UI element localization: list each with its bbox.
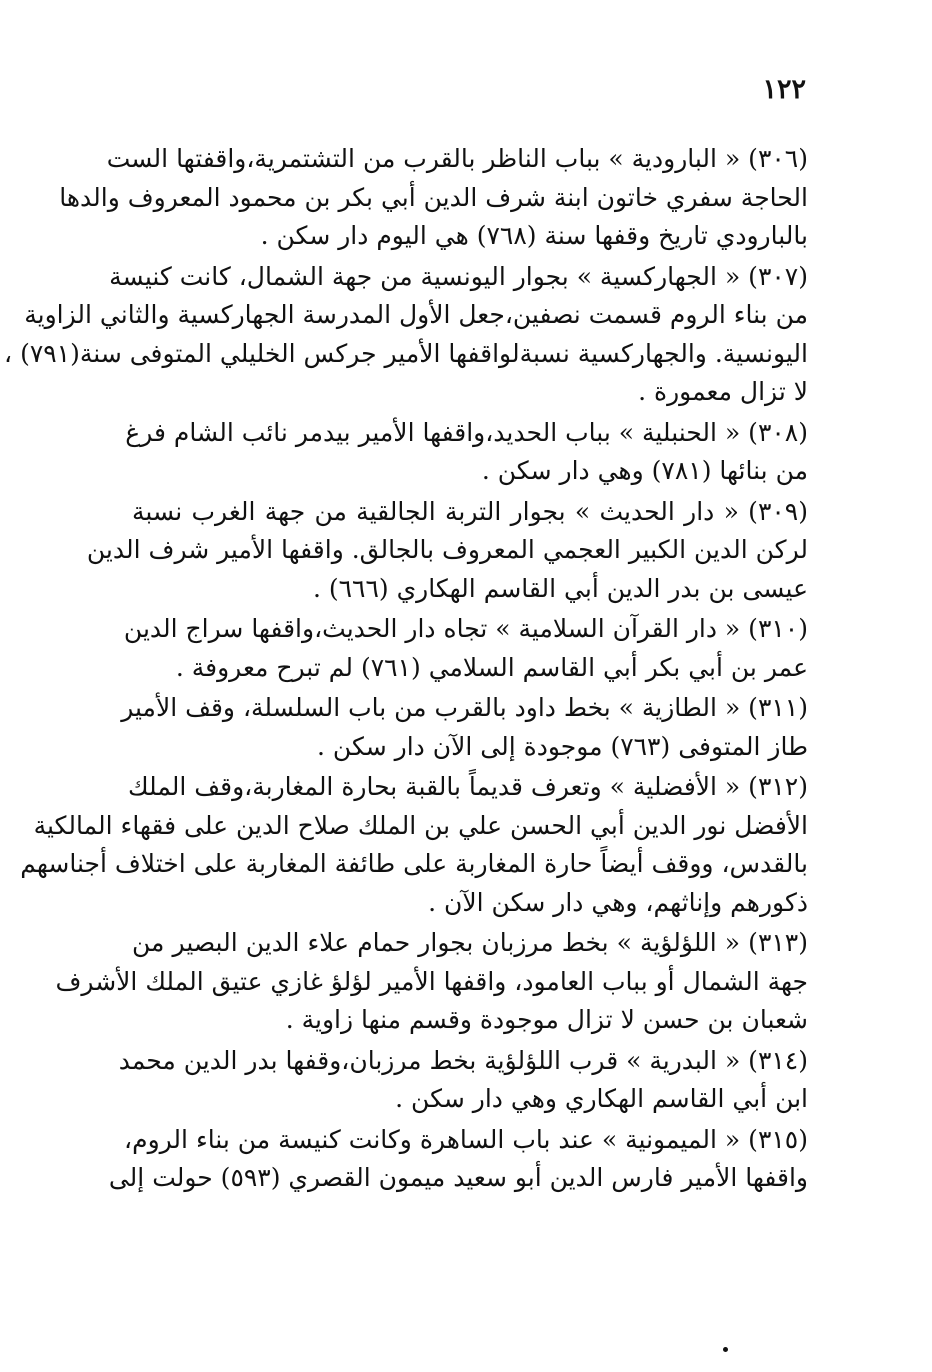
text-line: (٣١٥) « الميمونية » عند باب الساهرة وكانت كنيسة من بناء الروم، <box>124 1124 808 1154</box>
entry-313 <box>55 924 808 1040</box>
page-number: ١٢٢ <box>762 74 806 105</box>
entry-312 <box>20 768 808 922</box>
text-line: (٣٠٧) « الجهاركسية » بجوار اليونسية من جهة الشمال، كانت كنيسة <box>109 261 808 291</box>
text-line: (٣٠٦) « البارودية » بباب الناظر بالقرب من التشتمرية،واقفتها الست <box>106 144 808 173</box>
text-line: ابن أبي القاسم الهكاري وهي دار سكن . <box>395 1084 808 1113</box>
text-line: الأفضل نور الدين أبي الحسن علي بن الملك صلاح الدين على فقهاء المالكية <box>33 810 808 840</box>
text-line: بالقدس، ووقف أيضاً حارة المغاربة على طائفة المغاربة على اختلاف أجناسهم <box>20 849 808 878</box>
entry-308 <box>125 414 808 491</box>
text-line: شعبان بن حسن لا تزال موجودة وقسم منها زاوية . <box>285 1005 808 1034</box>
entry-309 <box>86 493 808 609</box>
text-line: بالبارودي تاريخ وقفها سنة (٧٦٨) هي اليوم دار سكن . <box>260 221 808 250</box>
text-line: طاز المتوفى (٧٦٣) موجودة إلى الآن دار سكن . <box>317 731 808 761</box>
text-line: (٣١٢) « الأفضلية » وتعرف قديماً بالقبة بحارة المغاربة،وقف الملك <box>127 772 808 801</box>
entry-307 <box>4 258 808 412</box>
text-line: (٣١١) « الطازية » بخط داود بالقرب من باب السلسلة، وقف الأمير <box>121 693 808 722</box>
text-line: لا تزال معمورة . <box>638 377 808 406</box>
text-line: الحاجة سفري خاتون ابنة شرف الدين أبي بكر بن محمود المعروف والدها <box>59 182 808 212</box>
text-line: عيسى بن بدر الدين أبي القاسم الهكاري (٦٦٦) . <box>312 573 808 603</box>
entry-314 <box>118 1042 808 1119</box>
text-line: (٣٠٩) « دار الحديث » بجوار التربة الجالقية من جهة الغرب نسبة <box>132 496 808 526</box>
text-line: واقفها الأمير فارس الدين أبو سعيد ميمون القصري (٥٩٣) حولت إلى <box>108 1163 808 1192</box>
text-line: لركن الدين الكبير العجمي المعروف بالجالق. واقفها الأمير شرف الدين <box>86 535 808 564</box>
text-line: (٣١٤) « البدرية » قرب اللؤلؤية بخط مرزبان،وقفها بدر الدين محمد <box>118 1045 808 1075</box>
text-line: جهة الشمال أو بباب العامود، واقفها الأمير لؤلؤ غازي عتيق الملك الأشرف <box>55 966 808 996</box>
text-line: اليونسية. والجهاركسية نسبةلواقفها الأمير جركس الخليلي المتوفى سنة(٧٩١) ، <box>4 338 808 368</box>
ink-dot <box>723 1347 728 1352</box>
entry-310 <box>123 610 808 687</box>
entry-311 <box>121 689 808 766</box>
text-line: عمر بن أبي بكر أبي القاسم السلامي (٧٦١) لم تبرح معروفة . <box>175 652 808 682</box>
text-line: (٣٠٨) « الحنبلية » بباب الحديد،واقفها الأمير بيدمر نائب الشام فرغ <box>125 417 808 447</box>
text-line: ذكورهم وإناثهم، وهي دار سكن الآن . <box>428 887 808 917</box>
text-block <box>4 140 808 1200</box>
text-line: (٣١٣) « اللؤلؤية » بخط مرزبان بجوار حمام علاء الدين البصير من <box>132 928 808 957</box>
text-line: (٣١٠) « دار القرآن السلامية » تجاه دار الحديث،واقفها سراج الدين <box>123 614 808 643</box>
entry-315 <box>108 1121 808 1198</box>
entry-306 <box>59 140 808 256</box>
text-line: من بنائها (٧٨١) وهي دار سكن . <box>481 456 808 485</box>
text-line: من بناء الروم قسمت نصفين،جعل الأول المدرسة الجهاركسية والثاني الزاوية <box>24 300 808 329</box>
